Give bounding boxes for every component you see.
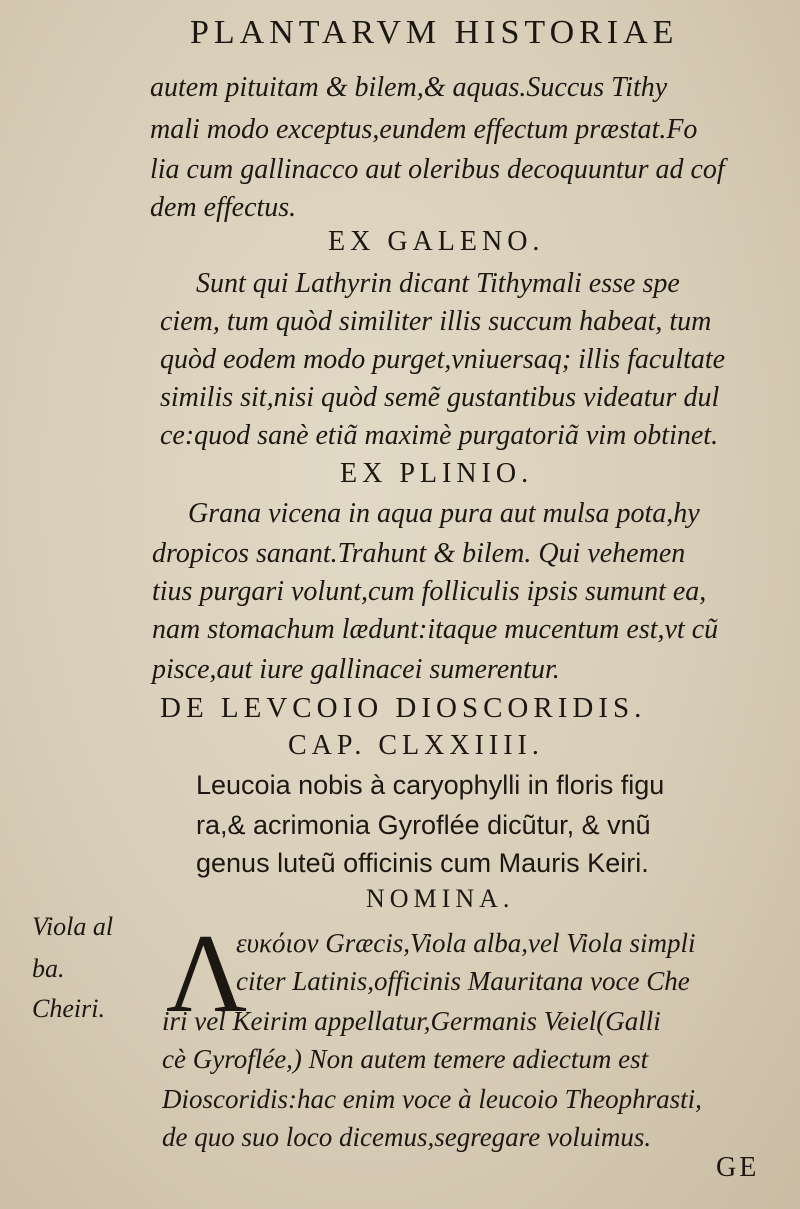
drop-cap: Λ — [166, 912, 248, 1036]
text-line: de quo suo loco dicemus,segregare voluimus. — [162, 1122, 652, 1152]
margin-note: Cheiri. — [32, 994, 105, 1023]
text-line: Dioscoridis:hac enim voce à leucoio Theophrasti, — [162, 1084, 702, 1114]
section-heading-galen: EX GALENO. — [328, 226, 545, 257]
section-heading-plinio: EX PLINIO. — [340, 458, 534, 489]
margin-note: Viola al — [32, 912, 114, 941]
text-line: Grana vicena in aqua pura aut mulsa pota,hy — [188, 498, 700, 529]
text-line: ce:quod sanè etiã maximè purgatoriã vim obtinet. — [160, 420, 719, 451]
catchword: GE — [716, 1152, 760, 1183]
text-line: similis sit,nisi quòd semẽ gustantibus videatur dul — [160, 382, 720, 413]
text-line: ciem, tum quòd similiter illis succum habeat, tum — [160, 306, 712, 337]
text-line: autem pituitam & bilem,& aquas.Succus Tithy — [150, 72, 668, 103]
text-line: Sunt qui Lathyrin dicant Tithymali esse spe — [196, 268, 680, 299]
text-line: citer Latinis,officinis Mauritana voce Che — [236, 966, 690, 996]
text-line: ευκόιον Græcis,Viola alba,vel Viola simpli — [236, 928, 696, 958]
text-line: genus luteũ officinis cum Mauris Keiri. — [196, 848, 649, 878]
text-line: lia cum gallinacco aut oleribus decoquuntur ad cof — [150, 154, 725, 185]
text-line: cè Gyroflée,) Non autem temere adiectum est — [162, 1044, 649, 1074]
section-heading-nomina: NOMINA. — [366, 884, 515, 913]
margin-note: ba. — [32, 954, 65, 983]
text-line: iri vel Keirim appellatur,Germanis Veiel(Galli — [162, 1006, 661, 1036]
text-line: ra,& acrimonia Gyroflée dicũtur, & vnũ — [196, 810, 651, 840]
text-line: mali modo exceptus,eundem effectum præstat.Fo — [150, 114, 698, 145]
text-line: Leucoia nobis à caryophylli in floris figu — [196, 770, 665, 800]
text-line: dropicos sanant.Trahunt & bilem. Qui vehemen — [152, 538, 686, 569]
chapter-title: DE LEVCOIO DIOSCORIDIS. — [160, 692, 647, 724]
text-line: nam stomachum lædunt:itaque mucentum est,vt cũ — [152, 614, 719, 645]
text-line: tius purgari volunt,cum folliculis ipsis sumunt ea, — [152, 576, 707, 607]
text-line: dem effectus. — [150, 192, 297, 223]
text-line: quòd eodem modo purget,vniuersaq; illis facultate — [160, 344, 726, 375]
text-line: pisce,aut iure gallinacei sumerentur. — [152, 654, 560, 685]
chapter-number: CAP. CLXXIIII. — [288, 730, 544, 761]
running-header: PLANTARVM HISTORIAE — [190, 14, 679, 51]
